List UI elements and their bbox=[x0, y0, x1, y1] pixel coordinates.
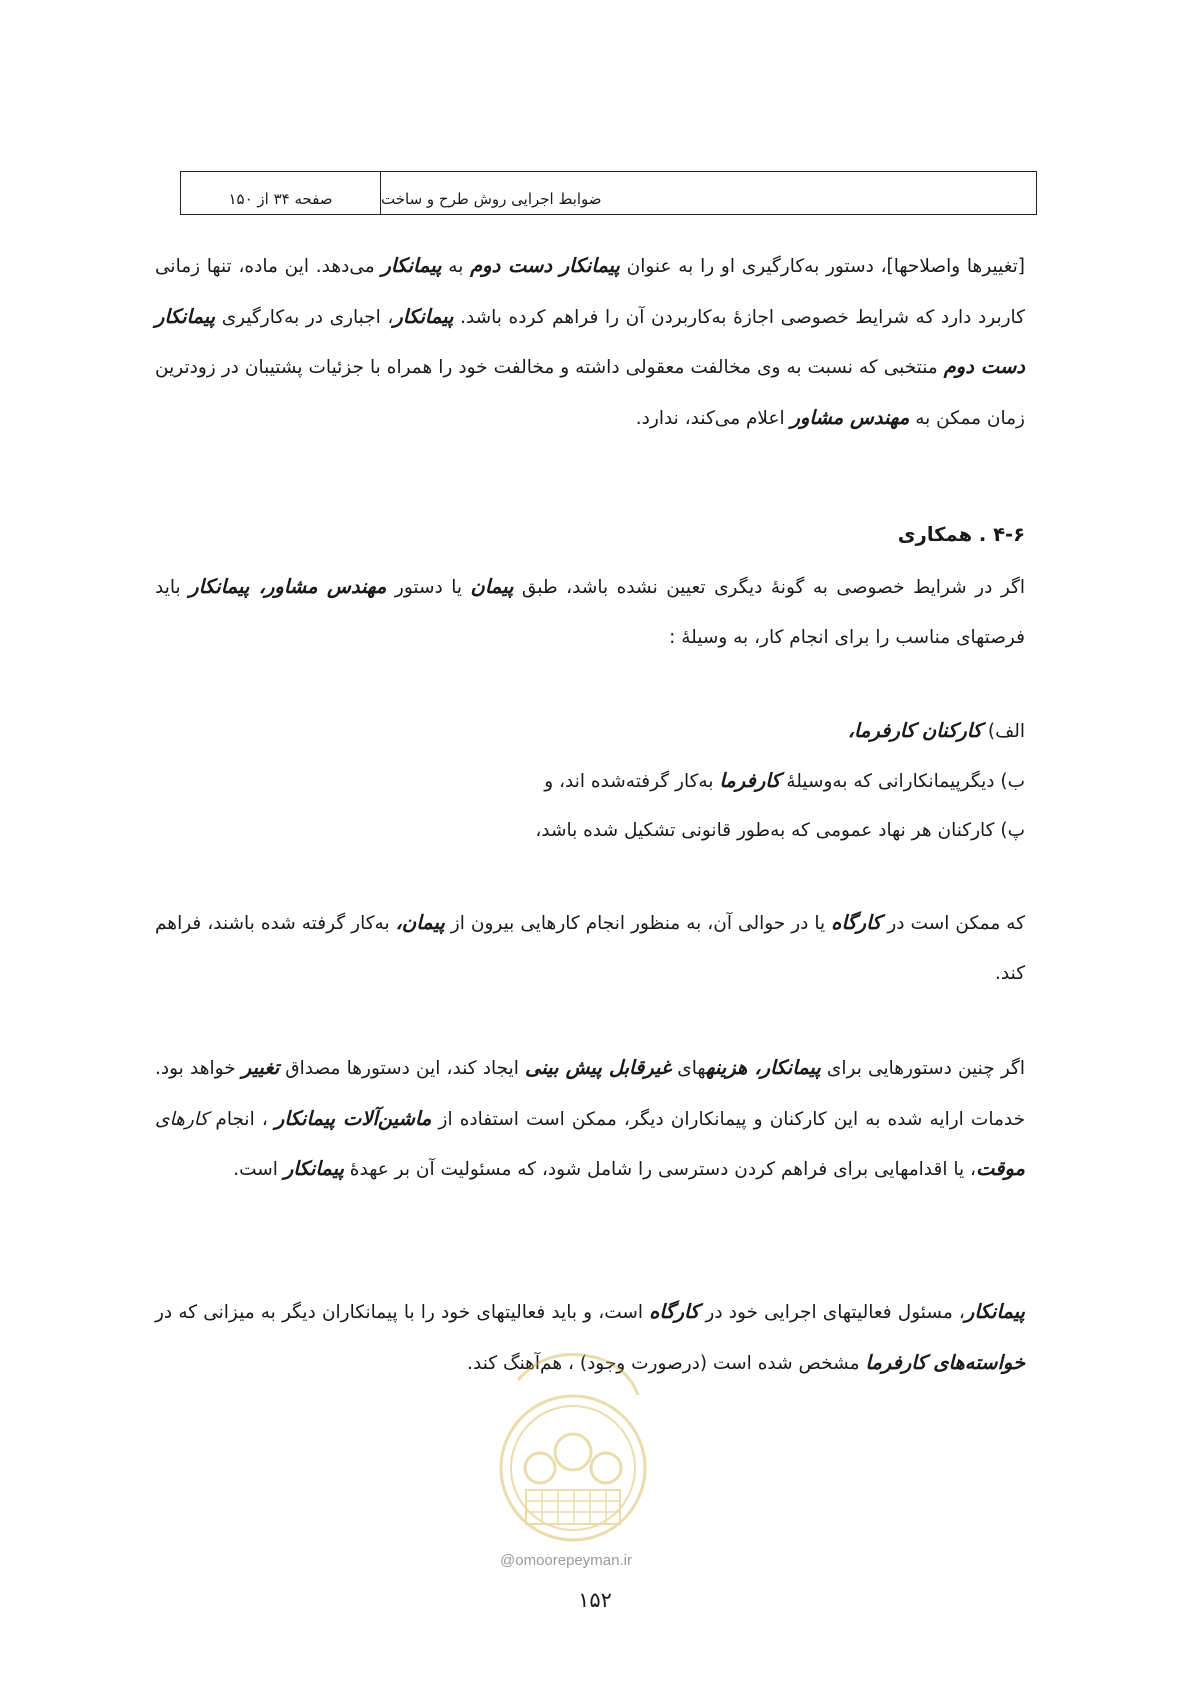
term-site: کارگاه bbox=[831, 911, 882, 934]
term-contractor-cost: پیمانکار، هزینه bbox=[705, 1056, 821, 1079]
paragraph-4 bbox=[155, 1043, 1025, 1195]
paragraph-2 bbox=[155, 562, 1025, 662]
seal-ring-icon bbox=[501, 1396, 645, 1540]
text-run: یا دستور bbox=[386, 577, 471, 598]
list-block bbox=[155, 706, 1025, 855]
text-run-italic: کارهای bbox=[155, 1108, 209, 1130]
text-run: است، و باید فعالیتهای خود را با پیمانکاران دیگر به میزانی که در bbox=[155, 1302, 650, 1323]
scales-icon bbox=[525, 1453, 555, 1483]
section-heading-block bbox=[155, 510, 1025, 560]
text-run: مشخص شده است (درصورت وجود) ، هم‌آهنگ کند. bbox=[467, 1352, 866, 1374]
watermark-logo bbox=[488, 1340, 658, 1545]
excavator-icon bbox=[591, 1453, 621, 1483]
term-employer-requirements: خواسته‌های کارفرما bbox=[865, 1350, 1025, 1374]
text-run: به bbox=[441, 256, 471, 277]
term-contract: پیمان، bbox=[395, 911, 445, 934]
list-item bbox=[155, 756, 1025, 806]
text-run: های bbox=[671, 1058, 706, 1079]
text-run: به‌کار گرفته‌شده اند، و bbox=[544, 771, 720, 792]
text-run: اعلام می‌کند، ندارد. bbox=[635, 407, 791, 429]
text-run: منتخبی که نسبت به وی مخالفت معقولی داشته و مخالفت خود را همراه با جزئیات پشتیبان در زودترین زمان ممکن به bbox=[155, 357, 1025, 429]
text-run: خواهد بود. خدمات ارایه شده به این کارکنان و پیمانکاران دیگر، ممکن است استفاده از bbox=[155, 1058, 1026, 1130]
text-run: که ممکن است در bbox=[881, 913, 1026, 934]
paragraph-1 bbox=[155, 241, 1025, 443]
term-contractor: پیمانکار bbox=[381, 254, 442, 277]
text-run: ، یا اقدامهایی برای فراهم کردن دسترسی را شامل شود، که مسئولیت آن بر عهدۀ bbox=[343, 1159, 976, 1180]
term-site: کارگاه bbox=[649, 1300, 700, 1323]
page-info: صفحه ۳۴ از ۱۵۰ bbox=[228, 190, 333, 208]
term-contractor: پیمانکار bbox=[393, 304, 454, 328]
term-contractor: پیمانکار bbox=[964, 1300, 1025, 1323]
text-run: اگر در شرایط خصوصی به گونۀ دیگری تعیین نشده باشد، طبق bbox=[513, 577, 1026, 598]
section-heading: ۴-۶ . همکاری bbox=[897, 523, 1025, 546]
term-unforeseeable: غیرقابل پیش بینی bbox=[525, 1056, 672, 1079]
text-run: است. bbox=[233, 1159, 284, 1180]
text-run: به‌کار گرفته شده باشند، فراهم کند. bbox=[155, 913, 1025, 984]
term-temporary: موقت bbox=[976, 1157, 1025, 1180]
text-run: ، مسئول فعالیتهای اجرایی خود در bbox=[699, 1302, 965, 1323]
text-run: ، انجام bbox=[208, 1108, 275, 1130]
watermark-url: @omoorepeyman.ir bbox=[500, 1552, 632, 1569]
term-subcontractor: پیمانکار دست دوم bbox=[470, 254, 620, 277]
text-run: ، bbox=[249, 575, 265, 598]
term-consulting-engineer: مهندس مشاور bbox=[264, 575, 387, 598]
term-employer-personnel: کارکنان کارفرما، bbox=[847, 719, 982, 742]
logo-swoosh bbox=[518, 1354, 638, 1395]
text-run: یا در حوالی آن، به منظور انجام کارهایی بیرون از bbox=[444, 913, 832, 934]
term-contractor-equipment: ماشین‌آلات پیمانکار bbox=[274, 1106, 432, 1130]
page-info-cell bbox=[181, 172, 381, 214]
text-run: اگر چنین دستورهایی برای bbox=[820, 1058, 1025, 1079]
term-consulting-engineer: مهندس مشاور bbox=[790, 405, 910, 429]
term-variation: تغییر bbox=[241, 1056, 280, 1079]
list-item bbox=[155, 706, 1025, 756]
text-run: می‌دهد. این ماده، تنها زمانی کاربرد دارد که شرایط خصوصی اجازۀ به‌کاربردن آن را فراهم کرده باشد. bbox=[155, 256, 1025, 328]
list-prefix: الف) bbox=[981, 721, 1025, 742]
text-run: ایجاد کند، این دستورها مصداق bbox=[279, 1058, 526, 1079]
text-run: [تغییرها واصلاحها]، دستور به‌کارگیری او را به عنوان bbox=[619, 256, 1025, 277]
term-contractor: پیمانکار bbox=[283, 1157, 344, 1180]
term-subcontractor: پیمانکار دست دوم bbox=[155, 304, 1025, 378]
term-contractor: پیمانکار bbox=[189, 575, 250, 598]
text-run: باید فرصتهای مناسب را برای انجام کار، به وسیلۀ : bbox=[155, 577, 1025, 648]
page-header bbox=[180, 171, 1037, 215]
text-run: ، اجباری در به‌کارگیری bbox=[215, 306, 394, 328]
page-number: ۱۵۲ bbox=[578, 1588, 612, 1612]
paragraph-3 bbox=[155, 898, 1025, 998]
doc-title: ضوابط اجرایی روش طرح و ساخت bbox=[381, 190, 602, 208]
term-employer: کارفرما bbox=[719, 769, 781, 792]
term-contract: پیمان bbox=[470, 575, 514, 598]
gear-icon bbox=[555, 1434, 591, 1470]
doc-title-cell bbox=[381, 172, 1036, 214]
list-item: پ) کارکنان هر نهاد عمومی که به‌طور قانونی تشکیل شده باشد، bbox=[535, 820, 1025, 841]
text-run: ب) دیگرپیمانکارانی که به‌وسیلۀ bbox=[780, 771, 1025, 792]
